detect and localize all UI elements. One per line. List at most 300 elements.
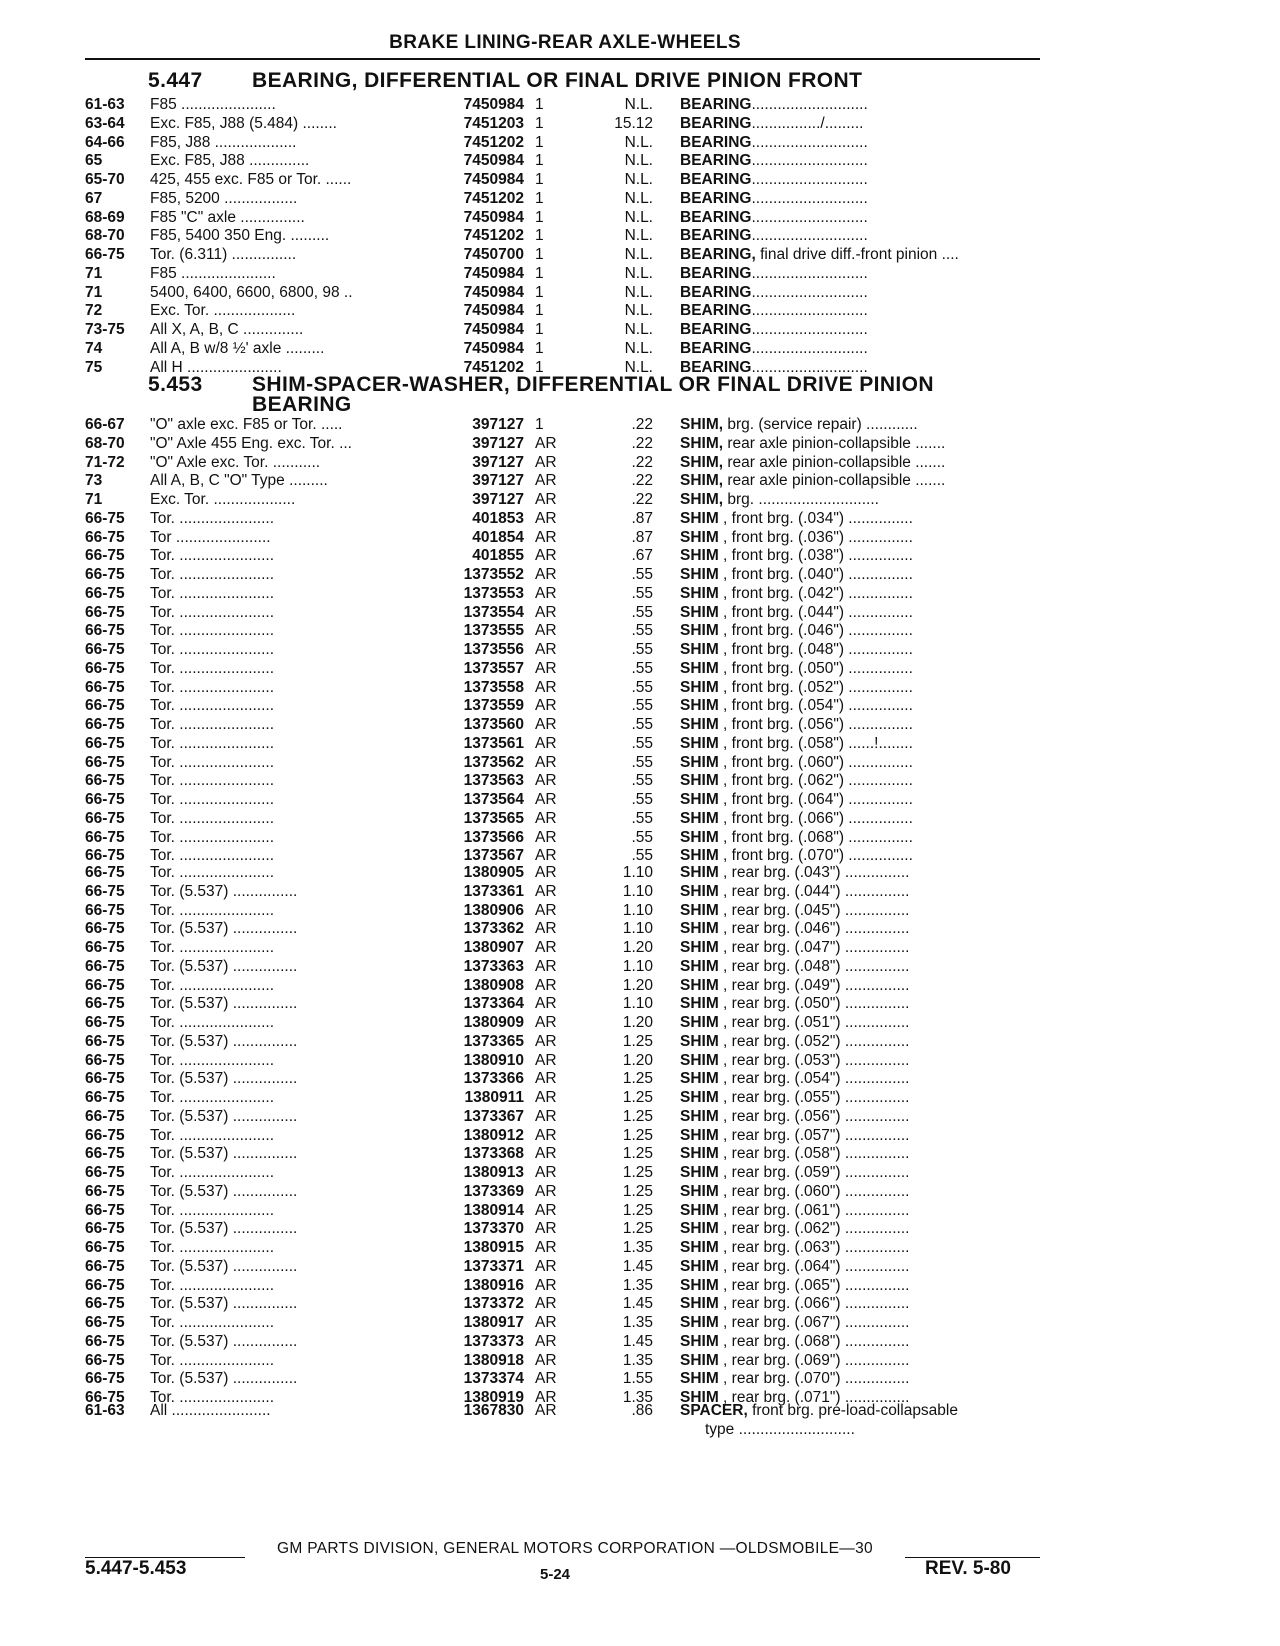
model-application: F85 ...................... — [150, 264, 276, 282]
model-year: 66-75 — [85, 716, 125, 733]
quantity: 1 — [535, 227, 544, 245]
description-head: SHIM — [680, 1201, 719, 1219]
quantity: AR — [535, 1351, 557, 1369]
description-text: brg. ............................ — [723, 491, 879, 508]
model-year: 68-69 — [85, 208, 125, 226]
description — [680, 1202, 1040, 1221]
description-text: , rear brg. (.062") ............... — [718, 1220, 910, 1238]
description-head: SHIM — [680, 995, 719, 1013]
price: 1.25 — [622, 1107, 653, 1125]
description-text: rear axle pinion-collapsible ....... — [723, 472, 946, 490]
description-head: SHIM — [680, 1276, 719, 1294]
description-text: , rear brg. (.071") ............... — [718, 1389, 910, 1406]
description-text: , rear brg. (.060") ............... — [718, 1182, 910, 1200]
model-year: 66-75 — [85, 791, 125, 808]
model-year: 61-63 — [85, 1402, 125, 1419]
table-row — [0, 810, 1280, 829]
model-year: 66-75 — [85, 1032, 125, 1050]
model-application: Tor. (5.537) ............... — [150, 1145, 298, 1163]
model-year: 66-75 — [85, 697, 125, 715]
description — [680, 246, 1040, 265]
model-year: 71 — [85, 264, 103, 282]
quantity: AR — [535, 641, 557, 658]
quantity: AR — [535, 509, 557, 527]
table-row — [0, 134, 1280, 153]
model-application: "O" axle exc. F85 or Tor. ..... — [150, 416, 343, 433]
description-text: , rear brg. (.046") ............... — [718, 920, 910, 938]
price: 1.25 — [622, 1070, 653, 1088]
description — [680, 1402, 1040, 1421]
table-row — [0, 958, 1280, 977]
description-head: BEARING — [680, 358, 752, 376]
description-text: , front brg. (.066") ............... — [718, 809, 913, 827]
price: .55 — [631, 622, 653, 640]
price: .55 — [631, 566, 653, 583]
model-application: Tor ...................... — [150, 528, 271, 546]
model-application: Tor. ...................... — [150, 1276, 275, 1294]
description-text: , front brg. (.064") ............... — [718, 791, 913, 808]
description-head: SHIM — [680, 1220, 719, 1238]
price: 1.45 — [622, 1295, 653, 1313]
description — [680, 641, 1040, 660]
description-head: BEARING — [680, 189, 752, 207]
quantity: AR — [535, 882, 557, 900]
table-row — [0, 547, 1280, 566]
description — [680, 529, 1040, 548]
section-heading-5447 — [148, 70, 862, 91]
quantity: AR — [535, 920, 557, 938]
table-row — [0, 697, 1280, 716]
footer-revision: REV. 5-80 — [925, 1558, 1011, 1579]
table-row — [0, 1258, 1280, 1277]
table-row — [0, 1089, 1280, 1108]
description-head: SHIM — [680, 1164, 719, 1181]
description — [680, 566, 1040, 585]
model-year: 66-75 — [85, 976, 125, 994]
table-row — [0, 995, 1280, 1014]
description-text: , rear brg. (.070") ............... — [718, 1370, 910, 1388]
part-number: 1373374 — [463, 1370, 524, 1388]
part-number: 1380914 — [463, 1201, 524, 1219]
part-number: 1373369 — [463, 1182, 524, 1200]
part-number: 1380919 — [463, 1389, 524, 1406]
description-head: SHIM — [680, 1070, 719, 1088]
model-application: Exc. F85, J88 (5.484) ........ — [150, 114, 337, 132]
description-text: , rear brg. (.063") ............... — [718, 1239, 910, 1256]
quantity: AR — [535, 1164, 557, 1181]
description-text: , front brg. (.046") ............... — [718, 622, 913, 640]
description — [680, 679, 1040, 698]
model-application: Exc. Tor. ................... — [150, 491, 296, 508]
description — [680, 977, 1040, 996]
model-application: Tor. (5.537) ............... — [150, 1220, 298, 1238]
quantity: AR — [535, 678, 557, 696]
description-text: , front brg. (.040") ............... — [718, 566, 913, 583]
parts-list-5453-front — [0, 416, 1280, 866]
description-head: BEARING — [680, 208, 752, 226]
table-row — [0, 1370, 1280, 1389]
table-row — [0, 171, 1280, 190]
description — [680, 883, 1040, 902]
quantity: AR — [535, 1070, 557, 1088]
part-number: 397127 — [472, 491, 524, 508]
model-year: 66-75 — [85, 864, 125, 881]
model-application: Tor. (5.537) ............... — [150, 1332, 298, 1350]
description — [680, 1352, 1040, 1371]
table-row — [0, 920, 1280, 939]
description-text: , front brg. (.056") ............... — [718, 716, 913, 733]
part-number: 7451203 — [463, 114, 524, 132]
description-head: BEARING — [680, 283, 752, 301]
table-row — [0, 265, 1280, 284]
description — [680, 1239, 1040, 1258]
description-text: , front brg. (.034") ............... — [718, 509, 913, 527]
description-head: SHIM — [680, 1032, 719, 1050]
description — [680, 902, 1040, 921]
quantity: AR — [535, 566, 557, 583]
quantity: AR — [535, 1182, 557, 1200]
quantity: AR — [535, 1402, 557, 1419]
model-application: Tor. ...................... — [150, 901, 275, 919]
model-year: 66-75 — [85, 603, 125, 621]
description-head: SHIM — [680, 1257, 719, 1275]
description — [680, 585, 1040, 604]
part-number: 7450984 — [463, 339, 524, 357]
description-head: SHIM — [680, 828, 719, 846]
quantity: 1 — [535, 358, 544, 376]
table-row — [0, 1183, 1280, 1202]
quantity: 1 — [535, 152, 544, 170]
quantity: AR — [535, 491, 557, 508]
price: 1.10 — [622, 920, 653, 938]
part-number: 1373365 — [463, 1032, 524, 1050]
price: .55 — [631, 791, 653, 808]
table-row — [0, 864, 1280, 883]
table-row — [0, 1295, 1280, 1314]
model-year: 66-75 — [85, 659, 125, 677]
model-application: Tor. (5.537) ............... — [150, 1257, 298, 1275]
table-row — [0, 754, 1280, 773]
table-row — [0, 152, 1280, 171]
description-text: , rear brg. (.053") ............... — [718, 1051, 910, 1069]
part-number: 1373366 — [463, 1070, 524, 1088]
price: .55 — [631, 659, 653, 677]
description-text: ........................... — [751, 302, 868, 320]
description-head: SHIM — [680, 622, 719, 640]
description-text: , front brg. (.054") ............... — [718, 697, 913, 715]
title-rule — [85, 58, 1040, 60]
model-application: Tor. ...................... — [150, 1389, 275, 1406]
part-number: 7450984 — [463, 302, 524, 320]
table-row — [0, 416, 1280, 435]
description-text: , rear brg. (.056") ............... — [718, 1107, 910, 1125]
model-application: Tor. ...................... — [150, 1089, 275, 1106]
description — [680, 1052, 1040, 1071]
part-number: 1373555 — [463, 622, 524, 640]
section-title: BEARING, DIFFERENTIAL OR FINAL DRIVE PINION FRONT — [252, 69, 863, 92]
model-application: Tor. (5.537) ............... — [150, 920, 298, 938]
model-application: Tor. ...................... — [150, 678, 275, 696]
quantity: AR — [535, 753, 557, 771]
description-head: SHIM — [680, 1089, 719, 1106]
description-head: SHIM — [680, 509, 719, 527]
description — [680, 209, 1040, 228]
table-row — [0, 115, 1280, 134]
description-head: SHIM — [680, 678, 719, 696]
description — [680, 1108, 1040, 1127]
model-application: Tor. ...................... — [150, 566, 275, 583]
table-row — [0, 190, 1280, 209]
model-year: 66-75 — [85, 957, 125, 975]
description-text: , front brg. (.042") ............... — [718, 584, 913, 602]
part-number: 1373552 — [463, 566, 524, 583]
table-row — [0, 491, 1280, 510]
description-text: , rear brg. (.061") ............... — [718, 1201, 910, 1219]
table-row — [0, 340, 1280, 359]
model-year: 66-75 — [85, 1370, 125, 1388]
part-number: 1373553 — [463, 584, 524, 602]
model-application: Tor. ...................... — [150, 753, 275, 771]
description — [680, 1333, 1040, 1352]
model-application: F85, 5400 350 Eng. ......... — [150, 227, 330, 245]
part-number: 1380917 — [463, 1314, 524, 1331]
description-head: SHIM — [680, 547, 719, 565]
price: 1.25 — [622, 1201, 653, 1219]
quantity: AR — [535, 864, 557, 881]
quantity: AR — [535, 939, 557, 956]
table-row — [0, 510, 1280, 529]
description-head: SHIM, — [680, 491, 724, 508]
description — [680, 340, 1040, 359]
description-text: rear axle pinion-collapsible ....... — [723, 453, 946, 471]
part-number: 1380912 — [463, 1126, 524, 1144]
page-number: 5-24 — [540, 1566, 571, 1583]
part-number: 1373368 — [463, 1145, 524, 1163]
price: 1.10 — [622, 901, 653, 919]
quantity: AR — [535, 1089, 557, 1106]
description — [680, 321, 1040, 340]
model-application: Tor. ...................... — [150, 622, 275, 640]
description — [680, 622, 1040, 641]
part-number: 1380908 — [463, 976, 524, 994]
model-application: Tor. ...................... — [150, 847, 275, 865]
section-heading-5453 — [148, 373, 934, 416]
description-text: , rear brg. (.055") ............... — [718, 1089, 910, 1106]
model-year: 75 — [85, 358, 103, 376]
quantity: 1 — [535, 339, 544, 357]
quantity: AR — [535, 1257, 557, 1275]
part-number: 7451202 — [463, 189, 524, 207]
table-row — [0, 1220, 1280, 1239]
part-number: 401855 — [472, 547, 524, 565]
price: 1.25 — [622, 1220, 653, 1238]
part-number: 1373563 — [463, 772, 524, 790]
price: .55 — [631, 828, 653, 846]
model-application: All H ...................... — [150, 358, 282, 376]
price: 1.20 — [622, 1051, 653, 1069]
description — [680, 491, 1040, 510]
description — [680, 604, 1040, 623]
footer-publisher: GM PARTS DIVISION, GENERAL MOTORS CORPORATION —OLDSMOBILE—30 — [277, 1540, 873, 1557]
model-application: Tor. ...................... — [150, 1201, 275, 1219]
description — [680, 995, 1040, 1014]
price: 1.25 — [622, 1089, 653, 1106]
model-year: 66-75 — [85, 753, 125, 771]
quantity: AR — [535, 1389, 557, 1406]
description-head: SHIM — [680, 716, 719, 733]
description-text: ................/......... — [751, 114, 864, 132]
description-head: SHIM — [680, 1239, 719, 1256]
table-row — [0, 1239, 1280, 1258]
part-number: 1380916 — [463, 1276, 524, 1294]
quantity: AR — [535, 847, 557, 865]
part-number: 1380909 — [463, 1014, 524, 1031]
quantity: AR — [535, 622, 557, 640]
model-year: 66-75 — [85, 1182, 125, 1200]
price: .55 — [631, 584, 653, 602]
description-text: ........................... — [751, 152, 868, 170]
description — [680, 547, 1040, 566]
description-head: SHIM — [680, 753, 719, 771]
price: 1.20 — [622, 939, 653, 956]
quantity: AR — [535, 957, 557, 975]
description — [680, 920, 1040, 939]
description-text: ........................... — [751, 227, 868, 245]
model-year: 68-70 — [85, 434, 125, 452]
description-text: , rear brg. (.065") ............... — [718, 1276, 910, 1294]
price: 1.25 — [622, 1126, 653, 1144]
quantity: 1 — [535, 246, 544, 263]
description-head: SHIM, — [680, 472, 724, 490]
price: 1.25 — [622, 1182, 653, 1200]
quantity: AR — [535, 1032, 557, 1050]
table-row — [0, 302, 1280, 321]
description-head: SHIM — [680, 641, 719, 658]
model-year: 66-75 — [85, 1239, 125, 1256]
table-row — [0, 454, 1280, 473]
part-number: 7450984 — [463, 96, 524, 113]
description-text: final drive diff.-front pinion .... — [755, 246, 959, 263]
model-year: 66-75 — [85, 641, 125, 658]
table-row — [0, 735, 1280, 754]
description — [680, 791, 1040, 810]
model-year: 66-75 — [85, 809, 125, 827]
table-row — [0, 977, 1280, 996]
description-head: SHIM — [680, 864, 719, 881]
quantity: 1 — [535, 171, 544, 188]
description — [680, 958, 1040, 977]
description — [680, 190, 1040, 209]
section-number: 5.447 — [148, 69, 203, 92]
price: .55 — [631, 678, 653, 696]
description-head: SHIM — [680, 603, 719, 621]
quantity: AR — [535, 659, 557, 677]
price: 1.55 — [622, 1370, 653, 1388]
description-head: SHIM — [680, 976, 719, 994]
quantity: AR — [535, 1295, 557, 1313]
part-number: 7450984 — [463, 264, 524, 282]
part-number: 7451202 — [463, 227, 524, 245]
table-row — [0, 772, 1280, 791]
table-row — [0, 604, 1280, 623]
description-text: , rear brg. (.058") ............... — [718, 1145, 910, 1163]
model-year: 66-75 — [85, 1295, 125, 1313]
model-application: Tor. ...................... — [150, 547, 275, 565]
description-head: SHIM — [680, 939, 719, 956]
quantity: 1 — [535, 283, 544, 301]
description-text: type ........................... — [705, 1420, 855, 1438]
description-text: , front brg. (.036") ............... — [718, 528, 913, 546]
model-year: 66-75 — [85, 547, 125, 565]
price: .87 — [631, 528, 653, 546]
quantity: 1 — [535, 189, 544, 207]
price: .55 — [631, 716, 653, 733]
quantity: AR — [535, 828, 557, 846]
description-head: BEARING — [680, 227, 752, 245]
description-head: BEARING — [680, 152, 752, 170]
description-head: SHIM — [680, 1314, 719, 1331]
model-year: 71-72 — [85, 453, 125, 471]
quantity: 1 — [535, 302, 544, 320]
part-number: 7450984 — [463, 321, 524, 338]
description-text: ........................... — [751, 264, 868, 282]
description-text: , front brg. (.048") ............... — [718, 641, 913, 658]
description — [680, 302, 1040, 321]
model-application: All X, A, B, C .............. — [150, 321, 304, 338]
description-head: SHIM — [680, 1351, 719, 1369]
description-text: , front brg. (.038") ............... — [718, 547, 913, 565]
model-year: 68-70 — [85, 227, 125, 245]
table-row — [0, 829, 1280, 848]
price: N.L. — [624, 133, 653, 151]
description-text: , front brg. (.050") ............... — [718, 659, 913, 677]
description — [680, 1164, 1040, 1183]
part-number: 1380913 — [463, 1164, 524, 1181]
model-year: 66-75 — [85, 1389, 125, 1406]
part-number: 1380907 — [463, 939, 524, 956]
part-number: 1380915 — [463, 1239, 524, 1256]
part-number: 397127 — [472, 472, 524, 490]
model-year: 66-75 — [85, 1014, 125, 1031]
part-number: 1380910 — [463, 1051, 524, 1069]
model-year: 61-63 — [85, 96, 125, 113]
part-number: 7450700 — [463, 246, 524, 263]
description-head: SHIM — [680, 566, 719, 583]
description — [680, 1183, 1040, 1202]
description — [680, 1220, 1040, 1239]
quantity: AR — [535, 976, 557, 994]
model-application: Exc. Tor. ................... — [150, 302, 296, 320]
quantity: AR — [535, 734, 557, 752]
model-application: Tor. ...................... — [150, 828, 275, 846]
table-row — [0, 227, 1280, 246]
model-year: 66-75 — [85, 995, 125, 1013]
model-year: 67 — [85, 189, 103, 207]
description-head: SHIM — [680, 584, 719, 602]
model-year: 66-75 — [85, 1332, 125, 1350]
model-application: Tor. ...................... — [150, 734, 275, 752]
quantity: AR — [535, 772, 557, 790]
model-year: 66-75 — [85, 734, 125, 752]
description-head: SHIM — [680, 847, 719, 865]
model-application: Tor. ...................... — [150, 1164, 275, 1181]
model-year: 66-75 — [85, 566, 125, 583]
description — [680, 96, 1040, 115]
description-head: BEARING, — [680, 246, 756, 263]
description-head: SHIM — [680, 901, 719, 919]
model-application: Tor. ...................... — [150, 1314, 275, 1331]
price: N.L. — [624, 227, 653, 245]
